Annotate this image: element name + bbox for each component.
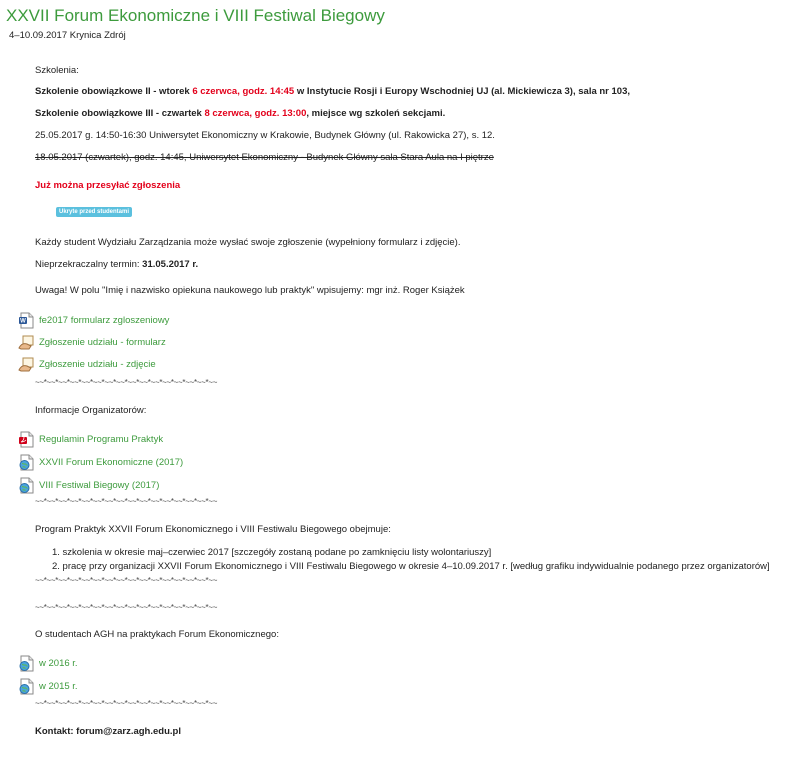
contact-email: Kontakt: forum@zarz.agh.edu.pl [35,726,181,737]
page-title: XXVII Forum Ekonomiczne i VIII Festiwal Biegowy [6,6,385,25]
event-dates: 4–10.09.2017 Krynica Zdrój [9,30,126,41]
program-item: 2. pracę przy organizacji XXVII Forum Ekonomicznego i VIII Festiwalu Biegowego w okresie 4–10.09.2017 r. [według grafiku indywidualnie podanego przez organizatorów] [52,561,770,572]
training-line-4: 25.05.2017 g. 14:50-16:30 Uniwersytet Ekonomiczny w Krakowie, Budynek Główny (ul. Rakowicka 27), s. 12. [35,130,495,141]
agh-link-2016[interactable] [18,654,78,672]
resource-fe2017-form[interactable] [18,311,169,329]
hidden-from-students-badge: Ukryte przed studentami [56,207,132,217]
pdf-icon [18,431,35,448]
agh-link-label[interactable]: w 2016 r. [39,657,78,669]
web-link-icon [18,678,35,695]
organizer-link-label[interactable]: XXVII Forum Ekonomiczne (2017) [39,456,184,468]
program-list [52,546,770,574]
applications-open-notice: Już można przesyłać zgłoszenia [35,180,181,191]
agh-heading: O studentach AGH na praktykach Forum Ekonomicznego: [35,629,279,640]
resource-link-label[interactable]: Zgłoszenie udziału - formularz [39,336,166,348]
resource-application-form[interactable] [18,333,166,351]
training-heading: Szkolenia: [35,65,79,76]
resource-link-label[interactable]: Zgłoszenie udziału - zdjęcie [39,358,156,370]
training-line-3: Szkolenie obowiązkowe III - czwartek 8 czerwca, godz. 13:00, miejsce wg szkoleń sekcjami. [35,108,446,119]
organizer-link-forum[interactable] [18,453,183,471]
separator: ~~*~~*~~*~~*~~*~~*~~*~~*~~*~~*~~*~~*~~*~~*~~*~~ [35,497,218,506]
organizer-link-label[interactable]: VIII Festiwal Biegowy (2017) [39,479,160,491]
applications-info: Każdy student Wydziału Zarządzania może wysłać swoje zgłoszenie (wypełniony formularz i zdjęcie). [35,237,461,248]
svg-text:W: W [20,318,26,324]
applications-deadline: Nieprzekraczalny termin: 31.05.2017 r. [35,259,199,270]
separator: ~~*~~*~~*~~*~~*~~*~~*~~*~~*~~*~~*~~*~~*~~*~~*~~ [35,699,218,708]
agh-link-2015[interactable] [18,677,78,695]
organizer-link-regulations[interactable] [18,430,163,448]
separator: ~~*~~*~~*~~*~~*~~*~~*~~*~~*~~*~~*~~*~~*~~*~~*~~ [35,378,218,387]
program-item: 1. szkolenia w okresie maj–czerwiec 2017 [szczegóły zostaną podane po zamknięciu listy wolontariuszy] [52,547,492,558]
word-document-icon [18,312,35,329]
assignment-hand-icon [18,356,35,373]
resource-application-photo[interactable] [18,355,156,373]
training-line-5-struck: 18.05.2017 (czwartek), godz. 14:45, Uniwersytet Ekonomiczny - Budynek Główny sala Stara Aula na I piętrze [35,152,494,163]
web-link-icon [18,477,35,494]
separator: ~~*~~*~~*~~*~~*~~*~~*~~*~~*~~*~~*~~*~~*~~*~~*~~ [35,576,218,585]
assignment-hand-icon [18,334,35,351]
program-heading: Program Praktyk XXVII Forum Ekonomicznego i VIII Festiwalu Biegowego obejmuje: [35,524,391,535]
organizer-link-label[interactable]: Regulamin Programu Praktyk [39,433,164,445]
applications-note: Uwaga! W polu "Imię i nazwisko opiekuna naukowego lub praktyk" wpisujemy: mgr inż. Roger Książek [35,285,465,296]
training-line-2: Szkolenie obowiązkowe II - wtorek 6 czerwca, godz. 14:45 w Instytucie Rosji i Europy Wschodniej UJ (al. Mickiewicza 3), sala nr 103, [35,86,631,97]
agh-link-label[interactable]: w 2015 r. [39,680,78,692]
organizer-link-festival[interactable] [18,476,159,494]
resource-link-label[interactable]: fe2017 formularz zgloszeniowy [39,314,170,326]
web-link-icon [18,454,35,471]
organizers-heading: Informacje Organizatorów: [35,405,147,416]
web-link-icon [18,655,35,672]
separator: ~~*~~*~~*~~*~~*~~*~~*~~*~~*~~*~~*~~*~~*~~*~~*~~ [35,603,218,612]
